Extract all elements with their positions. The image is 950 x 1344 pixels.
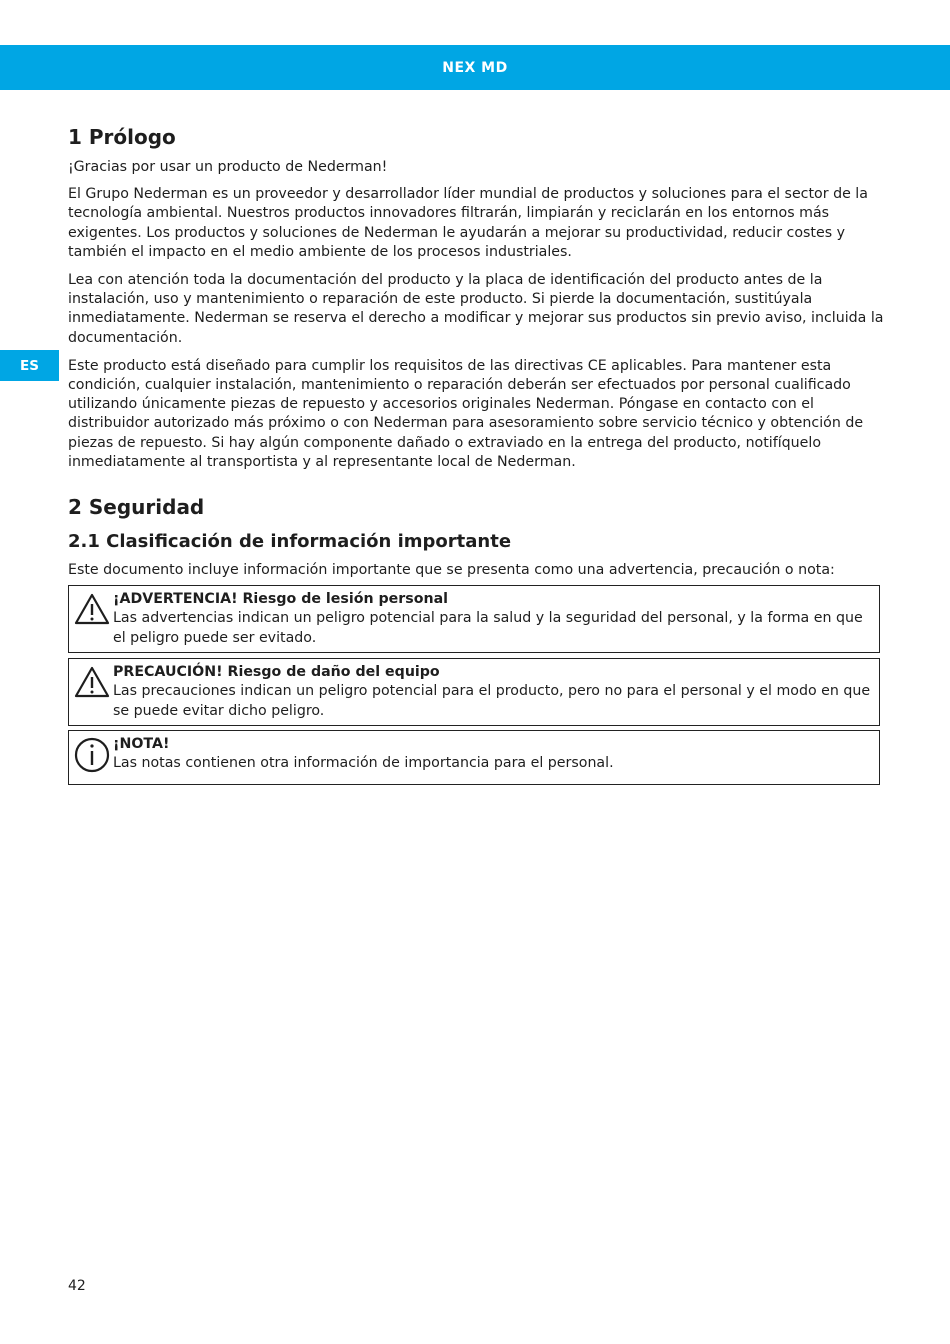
warning-triangle-icon [74,665,110,701]
section-2-1-heading: 2.1 Clasificación de información importante [68,531,512,553]
paragraph-company: El Grupo Nederman es un proveedor y desarrollador líder mundial de productos y soluciones para el sector de la tecnología ambiental. Nuestros productos innovadores filtrarán, limpiarán y reciclarán en los entornos más exigentes. Los productos y soluciones de Nederman le ayudarán a mejorar su productividad, reducir costes y también el impacto en el medio ambiente de los procesos industriales. [68,186,868,260]
main-content [68,124,888,785]
note-box [68,730,880,785]
caution-body: Las precauciones indican un peligro potencial para el producto, pero no para el personal y el modo en que se puede evitar dicho peligro. [113,683,871,719]
section-2-heading: 2 Seguridad [68,495,205,520]
note-body: Las notas contienen otra información de importancia para el personal. [113,755,614,772]
language-tab [0,350,59,381]
header-title: NEX MD [442,59,508,76]
warning-box [68,585,880,653]
paragraph-thanks: ¡Gracias por usar un producto de Nederman! [68,159,388,175]
warning-body: Las advertencias indican un peligro potencial para la salud y la seguridad del personal, y la forma en que el peligro puede ser evitado. [113,610,863,646]
note-title: ¡NOTA! [113,736,170,753]
header-bar [0,45,950,90]
language-tab-label: ES [20,357,39,374]
warning-title: ¡ADVERTENCIA! Riesgo de lesión personal [113,591,449,608]
caution-title: PRECAUCIÓN! Riesgo de daño del equipo [113,664,440,681]
paragraph-documentation: Lea con atención toda la documentación del producto y la placa de identificación del producto antes de la instalación, uso y mantenimiento o reparación de este producto. Si pierde la documentación, sustitúyala inmediatamente. Nederman se reserva el derecho a modificar y mejorar sus productos sin previo aviso, incluida la documentación. [68,272,884,346]
warning-triangle-icon [74,592,110,628]
section-1-heading: 1 Prólogo [68,125,176,149]
info-circle-icon [74,737,110,773]
page-number: 42 [68,1278,86,1294]
paragraph-ce-compliance: Este producto está diseñado para cumplir los requisitos de las directivas CE aplicables. Para mantener esta condición, cualquier instalación, mantenimiento o reparación deberán ser efectuados por personal cualificado utilizando únicamente piezas de repuesto y accesorios originales Nederman. Póngase en contacto con el distribuidor autorizado más próximo o con Nederman para asesoramiento sobre servicio técnico y obtención de piezas de repuesto. Si hay algún componente dañado o extraviado en la entrega del producto, notifíquelo inmediatamente al transportista y al representante local de Nederman. [68,357,864,470]
safety-intro: Este documento incluye información importante que se presenta como una advertencia, precaución o nota: [68,562,835,579]
caution-box [68,658,880,726]
